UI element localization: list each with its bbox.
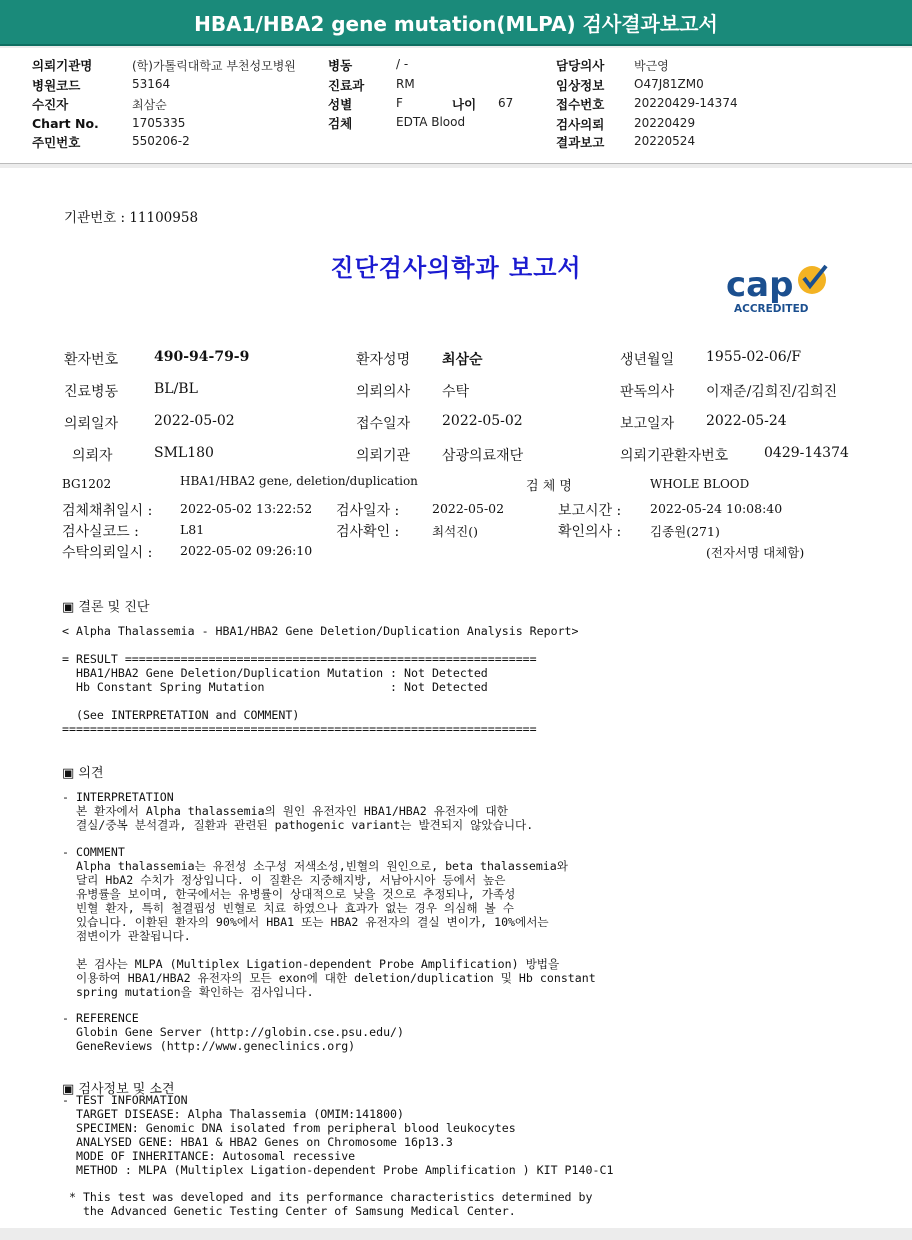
patient-label: 보고일자 <box>620 416 675 432</box>
patient-value: 0429-14374 <box>764 445 849 461</box>
patient-label: 의뢰일자 <box>64 416 119 432</box>
header-value: 20220429-14374 <box>634 96 738 110</box>
header-label: Chart No. <box>32 116 99 131</box>
header-label: 수진자 <box>32 97 69 112</box>
patient-value: 이재준/김희진/김희진 <box>706 384 838 400</box>
header-value: O47J81ZM0 <box>634 77 704 91</box>
header-value: 20220524 <box>634 134 696 148</box>
patient-value: 2022-05-02 <box>154 413 235 429</box>
room-label: 검사실코드 : <box>62 524 139 540</box>
patient-value: 2022-05-02 <box>442 413 523 429</box>
header-label: 의뢰기관명 <box>32 58 93 73</box>
esign-note: (전자서명 대체함) <box>706 545 805 560</box>
patient-label: 판독의사 <box>620 384 675 400</box>
header-value: 67 <box>498 96 514 110</box>
info-section-title: ▣ 검사정보 및 소견 <box>62 1082 175 1097</box>
confirm-label: 검사확인 : <box>336 524 400 540</box>
header-label: 검체 <box>328 116 353 131</box>
institution-label: 기관번호 <box>64 210 117 226</box>
institution-sep: : <box>120 210 126 226</box>
header-label: 담당의사 <box>556 58 605 73</box>
patient-label: 의뢰자 <box>72 448 113 464</box>
patient-label: 의뢰기관 <box>356 448 411 464</box>
report-title-bar <box>0 0 912 46</box>
test-code: BG1202 <box>62 477 112 491</box>
request-label: 수탁의뢰일시 : <box>62 545 153 561</box>
patient-label: 생년월일 <box>620 352 675 368</box>
header-label: 접수번호 <box>556 97 605 112</box>
header-label: 진료과 <box>328 78 365 93</box>
collect-value: 2022-05-02 13:22:52 <box>180 501 313 516</box>
test-information-body: - TEST INFORMATION TARGET DISEASE: Alpha Thalassemia (OMIM:141800) SPECIMEN: Genomic DNA isolated from peripheral blood leukocytes ANALYSED GENE: HBA1 & HBA2 Genes on Chromosome 16p13.3 MODE OF INHERITANCE: Autosomal recessive METHOD : MLPA (Multiplex Ligation-dependent Probe Amplification ) KIT P140-C1 <box>62 1093 614 1177</box>
header-value: 550206-2 <box>132 134 190 148</box>
header-value: (학)가톨릭대학교 부천성모병원 <box>132 59 296 73</box>
test-name: HBA1/HBA2 gene, deletion/duplication <box>180 474 418 488</box>
patient-label: 접수일자 <box>356 416 411 432</box>
header-label: 결과보고 <box>556 135 605 150</box>
institution-value: 11100958 <box>129 210 199 226</box>
header-value: 20220429 <box>634 116 696 130</box>
comment-body: - COMMENT Alpha thalassemia는 유전성 소구성 저색소성,빈혈의 원인으로, beta thalassemia와 달리 HbA2 수치가 정상입니다. 이 질환은 지중해지방, 서남아시아 등에서 높은 유병률을 보이며, 한국에서는 유병률이 상대적으로 낮을 것으로 추정되나, 가족성 빈혈 환자, 특히 철결핍성 빈혈로 치료 하였으나 효과가 없는 경우 의심해 볼 수 있습니다. 이환된 환자의 90%에서 HBA1 또는 HBA2 유전자의 결실 변이가, 10%에서는 점변이가 관찰됩니다. 본 검사는 MLPA (Multiplex Ligation-dependent Probe Amplification) 방법을 이용하여 HBA1/HBA2 유전자의 모든 exon에 대한 deletion/duplication 및 Hb constant spring mutation을 확인하는 검사입니다. <box>62 845 596 999</box>
collect-label: 검체채취일시 : <box>62 503 153 519</box>
patient-value: 수탁 <box>442 384 470 400</box>
patient-value: 2022-05-24 <box>706 413 787 429</box>
header-label: 병동 <box>328 58 353 73</box>
patient-label: 의뢰의사 <box>356 384 411 400</box>
header-label: 나이 <box>452 97 477 112</box>
header-value: RM <box>396 77 415 91</box>
patient-label: 환자번호 <box>64 352 119 368</box>
report-time-label: 보고시간 : <box>558 503 622 519</box>
header-value: 박근영 <box>634 59 669 73</box>
patient-label: 진료병동 <box>64 384 119 400</box>
header-label: 성별 <box>328 97 353 112</box>
report-title: HBA1/HBA2 gene mutation(MLPA) 검사결과보고서 <box>194 11 718 36</box>
request-value: 2022-05-02 09:26:10 <box>180 543 313 558</box>
patient-value: 삼광의료재단 <box>442 448 524 464</box>
institution-number <box>64 206 198 226</box>
reference-body: - REFERENCE Globin Gene Server (http://globin.cse.psu.edu/) GeneReviews (http://www.geneclinics.org) <box>62 1011 405 1053</box>
report-time-value: 2022-05-24 10:08:40 <box>650 501 783 516</box>
header-value: 53164 <box>132 77 171 91</box>
test-date-value: 2022-05-02 <box>432 501 505 516</box>
interpretation-body: - INTERPRETATION 본 환자에서 Alpha thalassemia의 원인 유전자인 HBA1/HBA2 유전자에 대한 결실/중복 분석결과, 질환과 관련된 pathogenic variant는 발견되지 않았습니다. <box>62 790 534 832</box>
header-label: 검사의뢰 <box>556 117 605 132</box>
opinion-section-title: ▣ 의견 <box>62 766 104 781</box>
logo-subtext: ACCREDITED <box>734 303 809 315</box>
logo-text: cap <box>726 265 794 305</box>
document-title: 진단검사의학과 보고서 <box>330 254 582 282</box>
result-body: < Alpha Thalassemia - HBA1/HBA2 Gene Deletion/Duplication Analysis Report> = RESULT =========================================================== HBA1/HBA2 Gene Deletion/Duplication Mutation : Not Detected Hb Constant Spring Mutation : Not Detected (See INTERPRETATION and COMMENT) ==================================================================== <box>62 624 579 736</box>
patient-value: 최삼순 <box>442 352 483 368</box>
footnote: * This test was developed and its performance characteristics determined by the Advanced Genetic Testing Center of Samsung Medical Center. <box>68 1190 593 1218</box>
patient-value: 490-94-79-9 <box>154 349 250 365</box>
cap-accredited-logo <box>724 256 842 318</box>
specimen-label: 검 체 명 <box>526 479 572 494</box>
report-page <box>0 168 912 1228</box>
header-label: 병원코드 <box>32 78 81 93</box>
room-value: L81 <box>180 522 205 537</box>
header-value: 1705335 <box>132 116 186 130</box>
confirm-value: 최석진() <box>432 524 478 539</box>
patient-label: 환자성명 <box>356 352 411 368</box>
header-label: 임상정보 <box>556 78 605 93</box>
header-value: 최삼순 <box>132 98 167 112</box>
patient-label: 의뢰기관환자번호 <box>620 448 729 464</box>
patient-value: SML180 <box>154 445 214 461</box>
header-value: EDTA Blood <box>396 115 466 129</box>
header-value: F <box>396 96 403 110</box>
report-header <box>0 48 912 164</box>
header-value: / - <box>396 57 409 71</box>
doctor-label: 확인의사 : <box>558 524 622 540</box>
patient-value: BL/BL <box>154 381 198 397</box>
specimen-value: WHOLE BLOOD <box>650 477 750 491</box>
patient-value: 1955-02-06/F <box>706 349 802 365</box>
doctor-value: 김종원(271) <box>650 524 720 539</box>
header-label: 주민번호 <box>32 135 81 150</box>
page-bottom-margin <box>0 1228 912 1240</box>
test-date-label: 검사일자 : <box>336 503 400 519</box>
result-section-title: ▣ 결론 및 진단 <box>62 600 150 615</box>
